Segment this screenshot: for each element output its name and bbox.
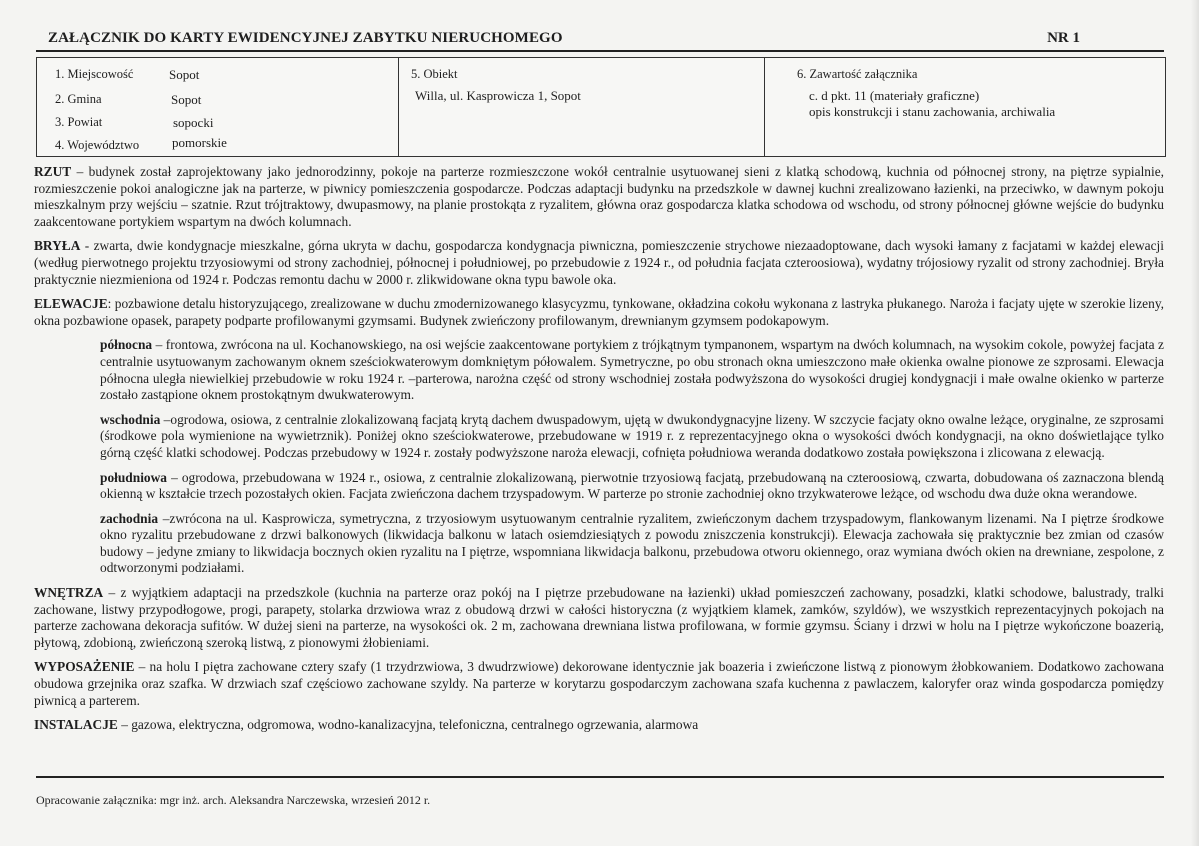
section-text: – na holu I piętra zachowane cztery szafy (1 trzydrzwiowa, 3 dwudrzwiowe) dekorowane identycznie jak boazeria i zwieńczone listwą z pionowym żłobkowaniem. Dodatkowo zachowana obudowa grzejnika oraz szafka. W drzwiach szaf częściowo zachowane szyldy. Na parterze w korytarzu gospodarczym zachowana szafa kuchenna z pawlaczem, kaloryfer oraz winda gospodarcza pomiędzy piwnicą a parterem. <box>34 659 1164 708</box>
section-heading: INSTALACJE <box>34 717 118 733</box>
subsection-text: – ogrodowa, przebudowana w 1924 r., osiowa, z centralnie zlokalizowaną, pierwotnie trzyosiową facjatą, przebudowaną na czteroosiową, czwarta, dobudowana oś zaznaczona blendą okienną w kształcie trzech pozostałych okien. Facjata zwieńczona dachem trzyspadowym. W parterze po stronie zachodniej okno trzykwaterowe leżące, od wschodu dwa duże okna werandowe. <box>100 469 1164 502</box>
field-value: Sopot <box>171 92 202 107</box>
subsection-zachodnia <box>100 511 1164 577</box>
section-heading: ELEWACJE <box>34 296 108 312</box>
field-label: 3. Powiat <box>55 115 103 129</box>
field-value-2: opis konstrukcji i stanu zachowania, archiwalia <box>809 104 1056 119</box>
top-divider <box>36 50 1164 52</box>
section-text: – z wyjątkiem adaptacji na przedszkole (kuchnia na parterze oraz pokój na I piętrze przebudowane na łazienki) układ pomieszczeń zachowany, posadzki, klatki schodowe, balustrady, tralki zachowane, listwy przypodłogowe, progi, parapety, stolarka drzwiowa wraz z obudową drzwi w całości historyczna (z wyjątkiem klamek, zamków, szyldów), we wszystkich reprezentacyjnych pokojach na parterze zachowana dekoracja sufitów. W dużej sieni na parterze, na wysokości ok. 2 m, zachowana drewniana listwa profilowana, w formie gzymsu. Ściany i drzwi w holu na I piętrze wykończone boazerią, płytową, zdobioną, zwieńczoną szeroką listwą, z pionowymi żłobieniami. <box>34 585 1164 650</box>
location-box <box>36 57 401 157</box>
section-heading: RZUT <box>34 164 72 179</box>
field-value: Willa, ul. Kasprowicza 1, Sopot <box>415 88 581 103</box>
subsection-heading: zachodnia <box>100 510 159 526</box>
subsection-wschodnia <box>100 412 1164 462</box>
subsection-heading: północna <box>100 337 153 353</box>
section-elewacje <box>34 296 1164 329</box>
section-wnetrza <box>34 585 1164 651</box>
field-label: 6. Zawartość załącznika <box>797 67 918 81</box>
bottom-divider <box>36 776 1164 778</box>
field-value: sopocki <box>173 115 214 130</box>
subsection-poludniowa <box>100 470 1164 503</box>
field-label: 4. Województwo <box>55 138 140 152</box>
subsection-text: – frontowa, zwrócona na ul. Kochanowskiego, na osi wejście zaakcentowane portykiem z trójkątnym tympanonem, wspartym na dwóch kolumnach, na wysokim cokole, powyżej facjata z centralnie usytuowanym zachowanym oknem sześciokwaterowym domkniętym półowalem. Symetryczne, po obu stronach okna umieszczono małe okienka owalne pionowe ze szprosami. Elewacja północna uległa niewielkiej przebudowie w roku 1924 r. –parterowa, narożna część od strony wschodniej została podwyższona do wysokości drugiej kondygnacji i małe owalne okienko w parterze zostało zastąpione oknem prostokątnym dwukwaterowym. <box>100 337 1164 403</box>
section-heading: WYPOSAŻENIE <box>34 659 135 675</box>
paper-edge-shadow <box>1191 0 1199 846</box>
section-bryla <box>34 238 1164 288</box>
subsection-text: –ogrodowa, osiowa, z centralnie zlokalizowaną facjatą krytą dachem dwuspadowym, ujętą w dwukondygnacyjne lizeny. W szczycie facjaty okno owalne leżące, oryginalne, ze szprosami (środkowe pola wymienione na wywietrznik). Poniżej okno sześciokwaterowe, przebudowane w 1919 r. z reprezentacyjnego okna o wysokości dwóch kondygnacji, na okno doświetlające tylko górną część klatki schodowej. Podczas przebudowy w 1924 r. zostały podwyższone naroża elewacji, cofnięta południowa weranda dodatkowo została powiększona i zlicowana z elewacją. <box>100 411 1164 460</box>
subsection-heading: południowa <box>100 469 167 485</box>
section-rzut <box>34 164 1164 230</box>
section-text: – budynek został zaprojektowany jako jednorodzinny, pokoje na parterze rozmieszczone wokół centralnie usytuowanej sieni z klatką schodową, kuchnia od północnej strony, na piętrze sypialnie, rozmieszczenie pokoi analogiczne jak na parterze, w piwnicy pomieszczenia gospodarcze. Podczas adaptacji budynku na przedszkole w dawnej kuchni zrealizowano łazienki, na przeciwko, w dawnym pokoju mieszkalnym przy wejściu – szatnie. Rzut trójtraktowy, dwupasmowy, na planie prostokąta z ryzalitem, główna oraz gospodarcza klatka schodowa od wschodu, od strony północnej główne wejście do budynku zaakcentowane portykiem wspartym na dwóch kolumnach. <box>34 164 1164 229</box>
contents-box <box>764 57 1166 157</box>
field-label: 1. Miejscowość <box>55 67 134 81</box>
description-body <box>34 164 1164 742</box>
subsection-text: –zwrócona na ul. Kasprowicza, symetryczna, z trzyosiowym usytuowanym centralnie ryzalitem, zwieńczonym dachem trzyspadowym, flankowanym lizenami. Na I piętrze środkowe okno ryzalitu przebudowane z drzwi balkonowych (likwidacja balkonu w latach osiemdziesiątych z powodu zniszczenia konstrukcji). Elewacja zachowała się praktycznie bez zmian od czasów budowy – jedyne zmiany to likwidacja bocznych okien ryzalitu na I piętrze, wspomniana likwidacja balkonu, przebudowa otworu okiennego, oraz wymiana dwóch okien na drewniane, zespolone, z odtworzonymi podziałami. <box>100 510 1164 576</box>
section-text: – gazowa, elektryczna, odgromowa, wodno-kanalizacyjna, telefoniczna, centralnego ogrzewania, alarmowa <box>117 717 699 733</box>
field-value-1: c. d pkt. 11 (materiały graficzne) <box>809 88 980 103</box>
section-heading: BRYŁA <box>34 238 81 254</box>
section-text: - zwarta, dwie kondygnacje mieszkalne, górna ukryta w dachu, gospodarcza kondygnacja piwniczna, pomieszczenie strychowe niezaadoptowane, dach wysoki łamany z facjatami w każdej elewacji (według pierwotnego projektu trzyosiowymi od strony zachodniej, północnej i południowej, po przebudowie z 1924 r., od południa facjata czteroosiowa), wydatny trójosiowy ryzalit od strony zachodniej. Bryła praktycznie niezmieniona od 1924 r. Podczas remontu dachu w 2000 r. zlikwidowane okna typu bawole oka. <box>34 238 1164 287</box>
document-footer: Opracowanie załącznika: mgr inż. arch. Aleksandra Narczewska, wrzesień 2012 r. <box>36 793 431 807</box>
field-label: 2. Gmina <box>55 92 102 106</box>
document-title: ZAŁĄCZNIK DO KARTY EWIDENCYJNEJ ZABYTKU NIERUCHOMEGO <box>48 30 563 46</box>
field-value: pomorskie <box>172 135 227 150</box>
object-box <box>398 57 766 157</box>
subsection-heading: wschodnia <box>100 411 161 427</box>
section-wyposazenie <box>34 659 1164 709</box>
section-text: : pozbawione detalu historyzującego, zrealizowane w duchu zmodernizowanego klasycyzmu, tynkowane, okładzina cokołu wykonana z lastryka płukanego. Naroża i facjaty ujęte w szerokie lizeny, okna pozbawione opasek, parapety podparte profilowanymi gzymsami. Budynek zwieńczony profilowanym, drewnianym gzymsem podokapowym. <box>34 296 1164 328</box>
document-header <box>48 30 1080 50</box>
document-number: NR 1 <box>1047 30 1080 46</box>
field-value: Sopot <box>169 67 200 82</box>
subsection-polnocna <box>100 337 1164 403</box>
section-heading: WNĘTRZA <box>34 585 104 601</box>
field-label: 5. Obiekt <box>411 67 458 81</box>
section-instalacje <box>34 717 1164 734</box>
